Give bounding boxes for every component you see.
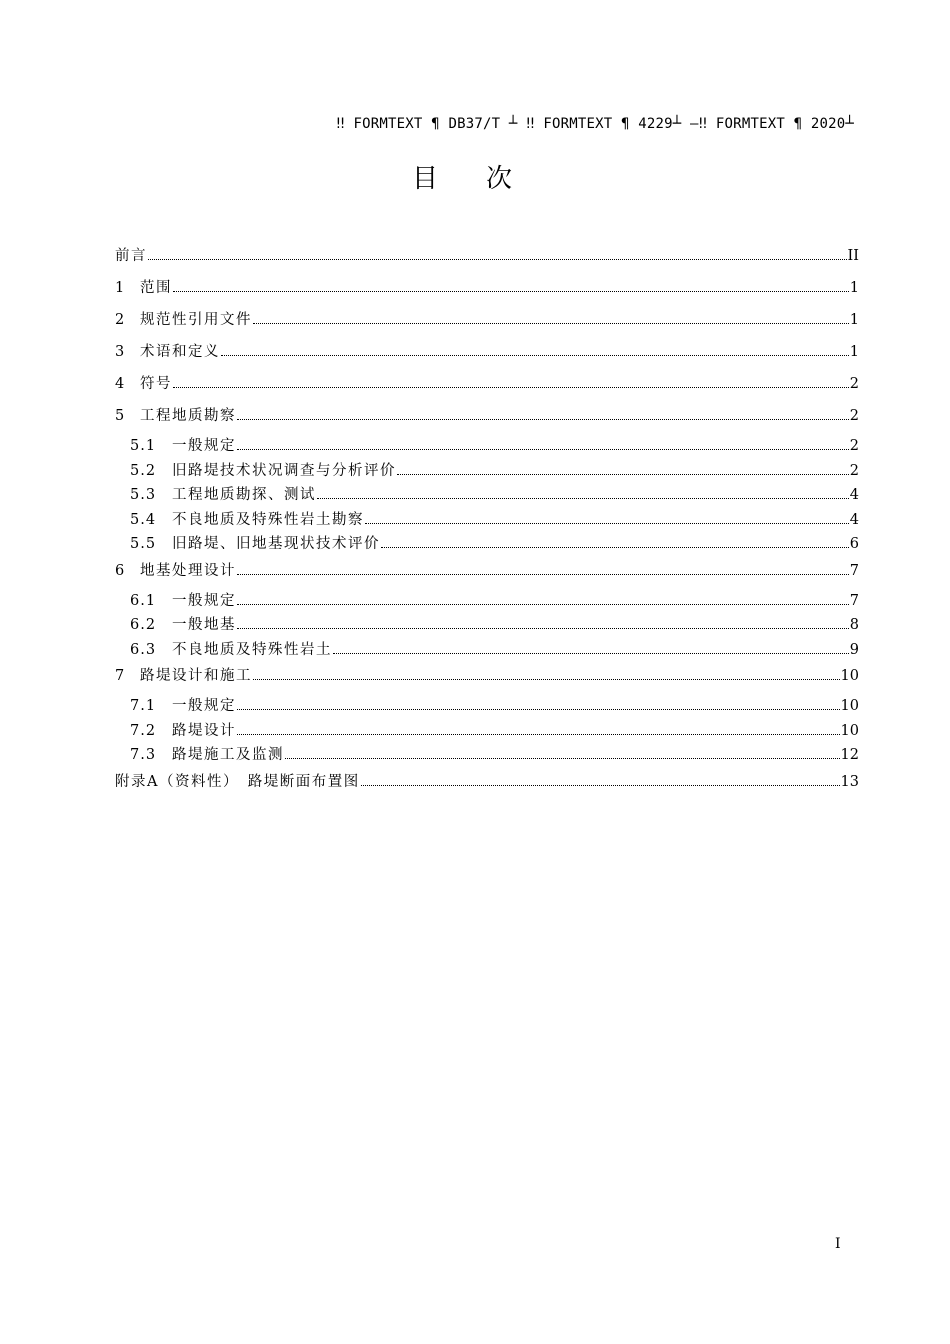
toc-dot-leader (148, 259, 847, 260)
toc-dot-leader (285, 758, 840, 759)
toc-entry-number: 7.3 (130, 747, 157, 763)
toc-dot-leader (381, 547, 849, 548)
toc-entry[interactable] (115, 277, 859, 309)
toc-entry-label: 地基处理设计 (140, 562, 236, 579)
toc-entry[interactable] (115, 462, 859, 487)
toc-entry[interactable] (115, 437, 859, 462)
toc-dot-leader (237, 574, 849, 575)
toc-entry-page: 1 (849, 280, 859, 296)
toc-entry[interactable] (115, 771, 859, 803)
toc-dot-leader (237, 419, 849, 420)
toc-entry-label: 旧路堤、旧地基现状技术评价 (172, 536, 380, 552)
toc-entry-page: 2 (849, 376, 859, 392)
toc-entry-number: 3 (115, 344, 125, 360)
toc-dot-leader (173, 291, 849, 292)
toc-dot-leader (221, 355, 849, 356)
toc-entry-label: 路堤设计 (172, 722, 236, 739)
toc-entry-label: 一般规定 (172, 592, 236, 609)
toc-dot-leader (253, 679, 840, 680)
toc-dot-leader (365, 523, 849, 524)
document-code-header: ‼ FORMTEXT ¶ DB37/T ┴ ‼ FORMTEXT ¶ 4229┴ —‼ FORMTEXT ¶ 2020┴ (336, 116, 854, 132)
toc-entry-label: 一般规定 (172, 438, 236, 454)
toc-entry-page: 10 (840, 668, 859, 684)
toc-dot-leader (333, 653, 849, 654)
toc-entry-page: 4 (849, 511, 859, 528)
toc-entry-label: 范围 (140, 280, 172, 296)
toc-entry-label: 术语和定义 (140, 344, 220, 360)
toc-entry-page: 2 (849, 462, 859, 479)
toc-entry-page: 13 (840, 773, 859, 790)
toc-entry-page: 9 (849, 641, 859, 658)
toc-entry-number: 5.5 (130, 536, 157, 552)
toc-entry-label: 路堤设计和施工 (140, 668, 252, 684)
toc-entry-page: 12 (840, 747, 859, 763)
toc-entry-number: 2 (115, 312, 125, 328)
toc-entry[interactable] (115, 746, 859, 771)
toc-entry[interactable] (115, 309, 859, 341)
toc-entry[interactable] (115, 697, 859, 722)
toc-entry[interactable] (115, 511, 859, 536)
toc-dot-leader (237, 709, 840, 710)
toc-entry-label: 符号 (140, 376, 172, 392)
toc-entry[interactable] (115, 405, 859, 437)
toc-entry-number: 6 (115, 562, 125, 579)
toc-entry[interactable] (115, 722, 859, 747)
toc-dot-leader (253, 323, 849, 324)
toc-entry-page: 10 (840, 698, 859, 714)
toc-entry-label: 旧路堤技术状况调查与分析评价 (172, 462, 396, 479)
toc-entry-number: 1 (115, 280, 125, 296)
toc-entry-page: 4 (849, 487, 859, 503)
toc-entry-label: 工程地质勘察 (140, 408, 236, 424)
toc-entry[interactable] (115, 341, 859, 373)
toc-dot-leader (237, 604, 849, 605)
toc-entry[interactable] (115, 665, 859, 697)
toc-entry-page: 2 (849, 438, 859, 454)
toc-entry-page: II (847, 248, 859, 264)
toc-entry-label: 路堤施工及监测 (172, 747, 284, 763)
toc-entry-label: 前言 (115, 248, 147, 264)
toc-entry[interactable] (115, 592, 859, 617)
toc-dot-leader (361, 785, 840, 786)
toc-entry-number: 6.2 (130, 617, 157, 633)
toc-entry-number: 7.2 (130, 722, 157, 739)
toc-entry-number: 5 (115, 408, 125, 424)
toc-entry[interactable] (115, 616, 859, 641)
toc-entry[interactable] (115, 535, 859, 560)
toc-entry-number: 5.2 (130, 462, 157, 479)
toc-dot-leader (237, 734, 840, 735)
toc-entry-page: 1 (849, 312, 859, 328)
toc-dot-leader (173, 387, 849, 388)
toc-entry-number: 4 (115, 376, 125, 392)
toc-entry-page: 7 (849, 592, 859, 609)
toc-entry[interactable] (115, 373, 859, 405)
toc-entry-page: 7 (849, 562, 859, 579)
toc-entry[interactable] (115, 486, 859, 511)
toc-entry-number: 5.4 (130, 511, 157, 528)
toc-entry-label: 附录A（资料性） 路堤断面布置图 (115, 773, 360, 790)
toc-entry-number: 6.3 (130, 641, 157, 658)
toc-entry-label: 一般地基 (172, 617, 236, 633)
toc-entry-label: 一般规定 (172, 698, 236, 714)
toc-entry-page: 6 (849, 536, 859, 552)
toc-dot-leader (317, 498, 849, 499)
toc-entry-label: 规范性引用文件 (140, 312, 252, 328)
table-of-contents (115, 245, 859, 803)
toc-entry-label: 不良地质及特殊性岩土 (172, 641, 332, 658)
toc-entry[interactable] (115, 560, 859, 592)
toc-entry-page: 2 (849, 408, 859, 424)
page-number: I (835, 1236, 841, 1252)
toc-entry[interactable] (115, 641, 859, 666)
toc-entry-number: 7 (115, 668, 125, 684)
toc-entry-number: 5.3 (130, 487, 157, 503)
toc-entry-page: 10 (840, 722, 859, 739)
toc-entry-label: 不良地质及特殊性岩土勘察 (172, 511, 364, 528)
toc-entry-page: 8 (849, 617, 859, 633)
toc-entry-number: 6.1 (130, 592, 157, 609)
toc-entry-label: 工程地质勘探、测试 (172, 487, 316, 503)
toc-entry-page: 1 (849, 344, 859, 360)
toc-dot-leader (237, 449, 849, 450)
toc-dot-leader (397, 474, 849, 475)
toc-entry-number: 5.1 (130, 438, 157, 454)
toc-entry-number: 7.1 (130, 698, 157, 714)
toc-entry[interactable] (115, 245, 859, 277)
toc-dot-leader (237, 628, 849, 629)
toc-title: 目次 (411, 164, 560, 194)
